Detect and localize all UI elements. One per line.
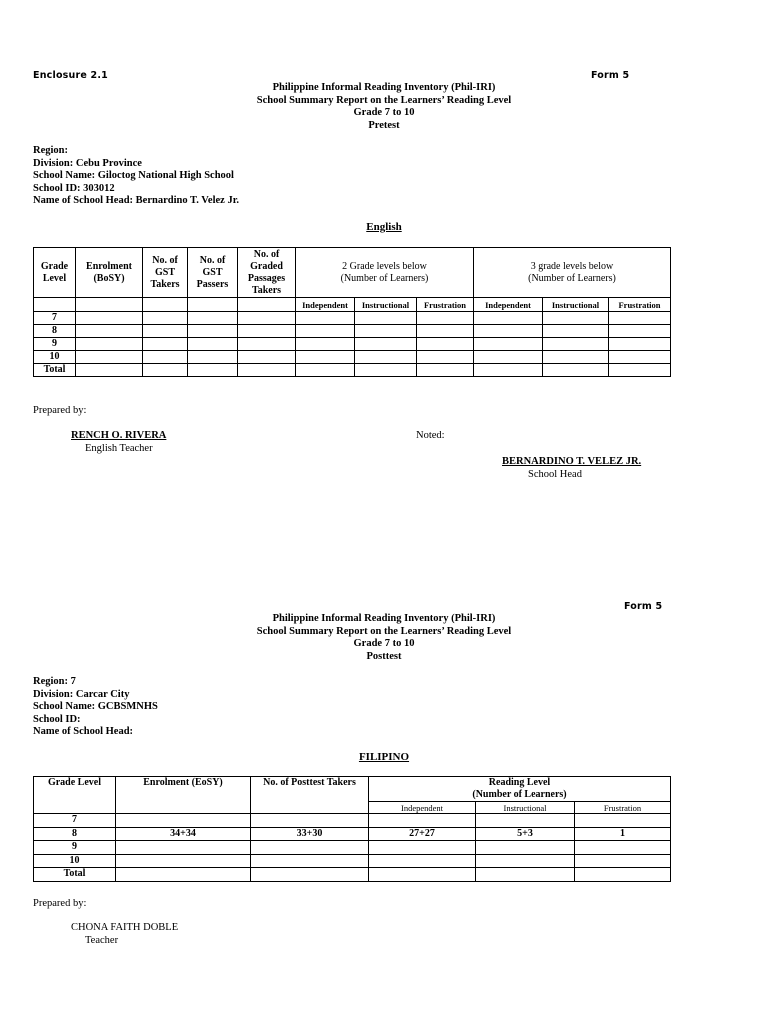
header-graded-passages: No. of Graded Passages Takers bbox=[238, 248, 296, 298]
school-info bbox=[33, 145, 239, 208]
table-row bbox=[34, 312, 671, 325]
header-two-levels-below: 2 Grade levels below (Number of Learners) bbox=[296, 248, 474, 298]
prepared-by-label: Prepared by: bbox=[33, 898, 87, 909]
table-cell bbox=[251, 814, 369, 828]
table-cell bbox=[417, 312, 474, 325]
table-cell bbox=[355, 312, 417, 325]
table-row bbox=[34, 338, 671, 351]
table-cell bbox=[188, 351, 238, 364]
table-cell bbox=[296, 312, 355, 325]
table-cell bbox=[76, 325, 143, 338]
school-id-field: School ID: 303012 bbox=[33, 182, 115, 194]
grade-cell: 7 bbox=[34, 814, 116, 828]
subheader-independent: Independent bbox=[296, 298, 355, 312]
table-cell bbox=[238, 364, 296, 377]
table-row bbox=[34, 854, 671, 868]
grade-cell: 7 bbox=[34, 312, 76, 325]
table-cell bbox=[417, 338, 474, 351]
table-cell: 1 bbox=[575, 827, 671, 841]
posttest-table-body bbox=[34, 814, 671, 882]
table-cell bbox=[474, 325, 543, 338]
table-cell bbox=[188, 338, 238, 351]
subject-heading: English bbox=[366, 221, 402, 233]
table-cell bbox=[296, 338, 355, 351]
division-field: Division: Carcar City bbox=[33, 688, 130, 700]
table-cell bbox=[116, 841, 251, 855]
table-cell bbox=[575, 814, 671, 828]
table-cell bbox=[543, 325, 609, 338]
test-type: Posttest bbox=[366, 650, 402, 662]
table-cell bbox=[76, 364, 143, 377]
table-cell bbox=[188, 364, 238, 377]
header-enrolment: Enrolment (EoSY) bbox=[116, 777, 251, 814]
table-cell bbox=[543, 364, 609, 377]
posttest-summary-table bbox=[33, 776, 671, 882]
table-row bbox=[34, 351, 671, 364]
table-cell bbox=[251, 841, 369, 855]
table-cell bbox=[355, 364, 417, 377]
school-name-field: School Name: Giloctog National High School bbox=[33, 170, 234, 182]
table-cell bbox=[476, 841, 575, 855]
grade-cell: Total bbox=[34, 868, 116, 882]
table-cell bbox=[143, 351, 188, 364]
table-cell bbox=[609, 351, 671, 364]
report-title-block bbox=[0, 82, 768, 132]
preparer-role: English Teacher bbox=[85, 443, 153, 454]
table-cell bbox=[143, 325, 188, 338]
table-cell bbox=[369, 814, 476, 828]
subheader-independent: Independent bbox=[369, 802, 476, 814]
school-head-name: BERNARDINO T. VELEZ JR. bbox=[502, 456, 642, 467]
school-info bbox=[33, 676, 158, 739]
grade-cell: 9 bbox=[34, 338, 76, 351]
header-gst-passers: No. of GST Passers bbox=[188, 248, 238, 298]
table-cell bbox=[143, 312, 188, 325]
header-grade-level: Grade Level bbox=[34, 248, 76, 298]
subheader-instructional: Instructional bbox=[476, 802, 575, 814]
table-cell bbox=[474, 312, 543, 325]
school-head-field: Name of School Head: Bernardino T. Velez Jr. bbox=[33, 195, 240, 207]
table-cell bbox=[543, 312, 609, 325]
table-cell bbox=[609, 312, 671, 325]
table-cell bbox=[355, 325, 417, 338]
table-cell bbox=[116, 854, 251, 868]
table-cell bbox=[369, 854, 476, 868]
report-title: Philippine Informal Reading Inventory (Phil-IRI) bbox=[272, 82, 496, 93]
table-row bbox=[34, 868, 671, 882]
table-cell bbox=[417, 325, 474, 338]
table-cell bbox=[543, 338, 609, 351]
table-cell bbox=[116, 868, 251, 882]
table-cell bbox=[575, 841, 671, 855]
subheader-instructional: Instructional bbox=[355, 298, 417, 312]
table-cell bbox=[251, 868, 369, 882]
table-header-row bbox=[34, 777, 671, 802]
preparer-role: Teacher bbox=[85, 935, 119, 946]
table-row bbox=[34, 325, 671, 338]
header-posttest-takers: No. of Posttest Takers bbox=[251, 777, 369, 814]
subheader-frustration: Frustration bbox=[609, 298, 671, 312]
subject-heading: FILIPINO bbox=[358, 751, 410, 763]
table-cell bbox=[474, 364, 543, 377]
grade-cell: 8 bbox=[34, 325, 76, 338]
grade-range: Grade 7 to 10 bbox=[353, 107, 415, 119]
table-cell bbox=[575, 868, 671, 882]
grade-range: Grade 7 to 10 bbox=[353, 638, 415, 650]
report-subtitle: School Summary Report on the Learners’ Reading Level bbox=[256, 94, 512, 106]
table-cell: 27+27 bbox=[369, 827, 476, 841]
school-head-role: School Head bbox=[528, 469, 582, 480]
table-cell bbox=[76, 351, 143, 364]
table-cell bbox=[474, 338, 543, 351]
grade-cell: 9 bbox=[34, 841, 116, 855]
report-title-block bbox=[0, 613, 768, 663]
table-cell bbox=[238, 351, 296, 364]
table-cell bbox=[76, 312, 143, 325]
table-row bbox=[34, 827, 671, 841]
table-cell bbox=[476, 854, 575, 868]
table-cell bbox=[238, 312, 296, 325]
table-row bbox=[34, 364, 671, 377]
table-cell bbox=[417, 364, 474, 377]
table-cell bbox=[417, 351, 474, 364]
table-cell bbox=[609, 325, 671, 338]
division-field: Division: Cebu Province bbox=[33, 157, 142, 169]
table-cell bbox=[76, 338, 143, 351]
test-type: Pretest bbox=[368, 119, 400, 131]
table-cell bbox=[238, 325, 296, 338]
enclosure-label: Enclosure 2.1 bbox=[33, 70, 108, 81]
pretest-table-body bbox=[34, 312, 671, 377]
table-cell bbox=[474, 351, 543, 364]
header-grade-level: Grade Level bbox=[34, 777, 116, 814]
table-cell bbox=[238, 338, 296, 351]
header-gst-takers: No. of GST Takers bbox=[143, 248, 188, 298]
header-reading-level: Reading Level (Number of Learners) bbox=[369, 777, 671, 802]
grade-cell: 8 bbox=[34, 827, 116, 841]
form-label: Form 5 bbox=[624, 601, 663, 612]
table-cell bbox=[116, 814, 251, 828]
table-cell bbox=[143, 364, 188, 377]
table-cell: 33+30 bbox=[251, 827, 369, 841]
subheader-instructional: Instructional bbox=[543, 298, 609, 312]
table-cell bbox=[251, 854, 369, 868]
table-cell: 34+34 bbox=[116, 827, 251, 841]
table-cell bbox=[143, 338, 188, 351]
table-cell bbox=[369, 841, 476, 855]
table-cell bbox=[543, 351, 609, 364]
header-three-levels-below: 3 grade levels below (Number of Learners) bbox=[474, 248, 671, 298]
school-name-field: School Name: GCBSMNHS bbox=[33, 701, 158, 713]
table-header-row bbox=[34, 248, 671, 298]
table-cell bbox=[575, 854, 671, 868]
table-cell bbox=[476, 814, 575, 828]
report-subtitle: School Summary Report on the Learners’ Reading Level bbox=[256, 625, 512, 637]
preparer-name: RENCH O. RIVERA bbox=[71, 430, 167, 441]
grade-cell: 10 bbox=[34, 351, 76, 364]
prepared-by-label: Prepared by: bbox=[33, 405, 87, 416]
table-cell bbox=[609, 364, 671, 377]
region-field: Region: 7 bbox=[33, 676, 76, 687]
header-enrolment: Enrolment (BoSY) bbox=[76, 248, 143, 298]
table-cell bbox=[609, 338, 671, 351]
grade-cell: Total bbox=[34, 364, 76, 377]
table-cell bbox=[188, 325, 238, 338]
subheader-frustration: Frustration bbox=[417, 298, 474, 312]
table-cell bbox=[296, 351, 355, 364]
table-subheader-row bbox=[34, 298, 671, 312]
region-field: Region: bbox=[33, 145, 68, 156]
school-head-field: Name of School Head: bbox=[33, 726, 134, 738]
report-title: Philippine Informal Reading Inventory (Phil-IRI) bbox=[272, 613, 496, 624]
table-cell: 5+3 bbox=[476, 827, 575, 841]
subheader-independent: Independent bbox=[474, 298, 543, 312]
table-cell bbox=[296, 364, 355, 377]
pretest-summary-table bbox=[33, 247, 671, 377]
form-label: Form 5 bbox=[591, 70, 630, 81]
table-cell bbox=[476, 868, 575, 882]
table-cell bbox=[296, 325, 355, 338]
subheader-frustration: Frustration bbox=[575, 802, 671, 814]
grade-cell: 10 bbox=[34, 854, 116, 868]
table-row bbox=[34, 841, 671, 855]
school-id-field: School ID: bbox=[33, 713, 81, 725]
table-row bbox=[34, 814, 671, 828]
table-cell bbox=[355, 338, 417, 351]
table-cell bbox=[369, 868, 476, 882]
table-cell bbox=[188, 312, 238, 325]
preparer-name: CHONA FAITH DOBLE bbox=[71, 922, 179, 933]
noted-label: Noted: bbox=[416, 430, 445, 441]
table-cell bbox=[355, 351, 417, 364]
